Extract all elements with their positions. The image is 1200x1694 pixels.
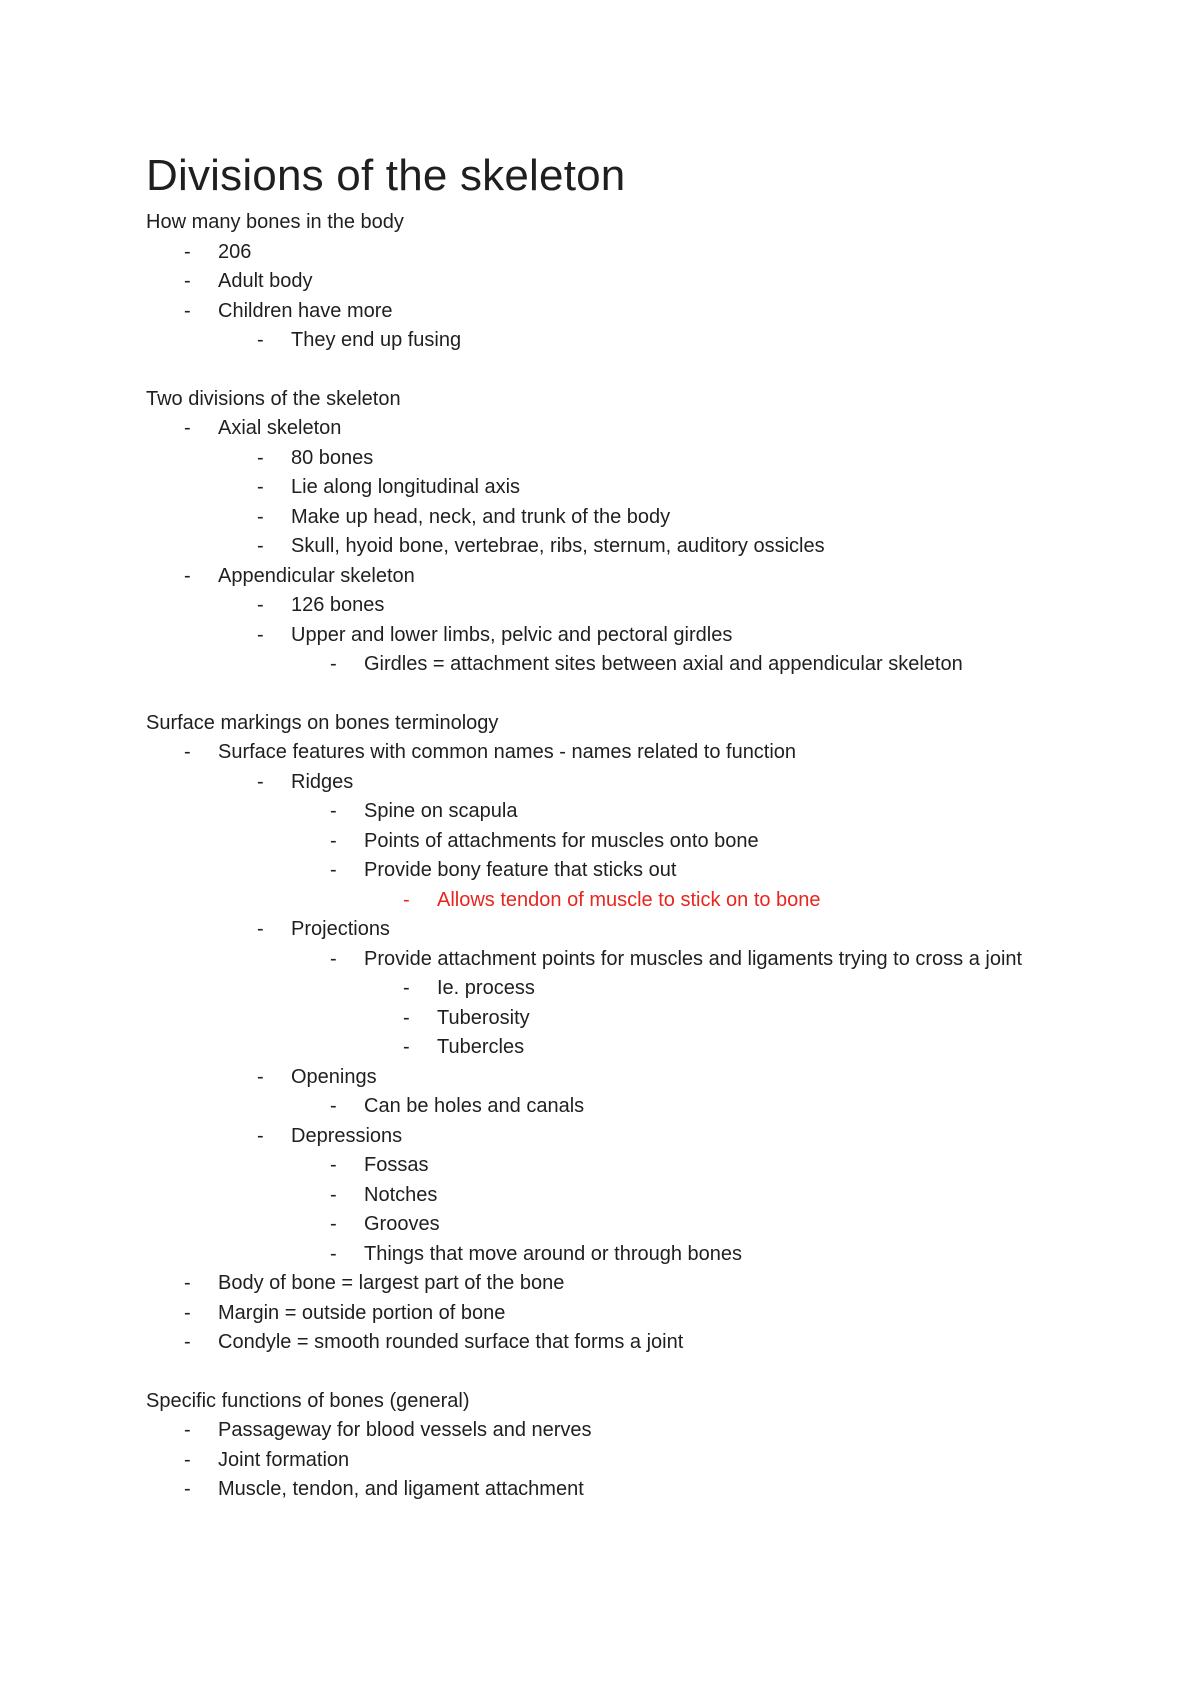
list-item	[219, 591, 1086, 621]
list-item	[292, 1151, 1086, 1181]
dash-bullet-icon: -	[330, 1095, 337, 1117]
list-item-text: 80 bones	[291, 446, 374, 469]
list-item	[146, 1475, 1086, 1505]
list-item	[146, 238, 1086, 268]
list-item-text: Body of bone = largest part of the bone	[218, 1272, 565, 1294]
dash-bullet-icon: -	[184, 1272, 191, 1294]
list-item	[219, 915, 1086, 945]
list-item	[219, 473, 1086, 503]
dash-bullet-icon: -	[184, 1331, 191, 1353]
list-item	[146, 414, 1086, 444]
dash-bullet-icon: -	[184, 299, 191, 322]
list-item	[292, 1240, 1086, 1270]
list-item-text: Condyle = smooth rounded surface that forms a joint	[218, 1331, 684, 1353]
list-item-text: Allows tendon of muscle to stick on to bone	[437, 888, 821, 911]
list-item-text: Skull, hyoid bone, vertebrae, ribs, sternum, auditory ossicles	[291, 535, 825, 557]
list-item	[146, 1269, 1086, 1299]
list-item	[146, 1416, 1086, 1446]
section-heading: Two divisions of the skeleton	[146, 387, 401, 410]
list-item-text: Tubercles	[437, 1036, 525, 1058]
dash-bullet-icon: -	[257, 505, 264, 528]
list-item	[292, 650, 1086, 680]
dash-bullet-icon: -	[330, 1242, 337, 1265]
list-item	[219, 621, 1086, 651]
dash-bullet-icon: -	[403, 888, 410, 911]
list-item	[219, 326, 1086, 356]
list-item-text: Can be holes and canals	[364, 1095, 585, 1117]
dash-bullet-icon: -	[330, 859, 337, 881]
dash-bullet-icon: -	[184, 1419, 191, 1441]
page-title: Divisions of the skeleton	[146, 151, 626, 200]
list-item	[292, 1181, 1086, 1211]
dash-bullet-icon: -	[257, 623, 264, 646]
list-item-text: Passageway for blood vessels and nerves	[218, 1419, 592, 1441]
list-item	[219, 1063, 1086, 1093]
dash-bullet-icon: -	[257, 770, 264, 793]
list-item	[146, 297, 1086, 327]
list-item	[292, 1210, 1086, 1240]
list-item-text: Margin = outside portion of bone	[218, 1301, 506, 1324]
list-item	[146, 267, 1086, 297]
list-item-text: Fossas	[364, 1154, 429, 1176]
list-item-text: Notches	[364, 1183, 438, 1206]
dash-bullet-icon: -	[257, 594, 264, 616]
dash-bullet-icon: -	[257, 1124, 264, 1147]
list-item	[365, 886, 1086, 916]
dash-bullet-icon: -	[257, 329, 264, 351]
dash-bullet-icon: -	[330, 1213, 337, 1235]
list-item	[219, 444, 1086, 474]
list-item-text: Points of attachments for muscles onto bone	[364, 829, 759, 852]
list-item-text: Muscle, tendon, and ligament attachment	[218, 1478, 584, 1500]
dash-bullet-icon: -	[403, 1006, 410, 1029]
list-item	[146, 562, 1086, 592]
list-item-text: They end up fusing	[291, 329, 462, 351]
dash-bullet-icon: -	[184, 1301, 191, 1324]
dash-bullet-icon: -	[184, 1448, 191, 1471]
list-item-text: Things that move around or through bones	[364, 1242, 743, 1265]
list-item-text: Projections	[291, 918, 390, 940]
list-item-text: Spine on scapula	[364, 800, 518, 822]
list-item-text: Ie. process	[437, 977, 535, 999]
section-heading: Specific functions of bones (general)	[146, 1389, 470, 1412]
section	[146, 709, 1086, 1358]
list-item	[292, 797, 1086, 827]
dash-bullet-icon: -	[330, 800, 337, 822]
list-item	[219, 768, 1086, 798]
list-item	[365, 1033, 1086, 1063]
list-item	[292, 945, 1086, 975]
dash-bullet-icon: -	[257, 918, 264, 940]
section	[146, 208, 1086, 356]
list-item-text: Provide attachment points for muscles and ligaments trying to cross a joint	[364, 947, 1023, 970]
bullet-list	[146, 238, 1086, 356]
list-item-text: Tuberosity	[437, 1006, 530, 1029]
dash-bullet-icon: -	[257, 1065, 264, 1088]
list-item-text: Appendicular skeleton	[218, 564, 415, 587]
list-item-text: Upper and lower limbs, pelvic and pectoral girdles	[291, 623, 733, 646]
list-item	[365, 1004, 1086, 1034]
list-item-text: 126 bones	[291, 594, 385, 616]
section-heading: How many bones in the body	[146, 211, 404, 233]
section-heading: Surface markings on bones terminology	[146, 711, 499, 734]
dash-bullet-icon: -	[403, 977, 410, 999]
dash-bullet-icon: -	[184, 741, 191, 763]
dash-bullet-icon: -	[330, 1154, 337, 1176]
list-item	[292, 856, 1086, 886]
dash-bullet-icon: -	[330, 653, 337, 675]
dash-bullet-icon: -	[403, 1036, 410, 1058]
list-item-text: 206	[218, 240, 252, 263]
dash-bullet-icon: -	[257, 476, 264, 498]
list-item	[219, 1122, 1086, 1152]
list-item-text: Lie along longitudinal axis	[291, 476, 521, 498]
list-item	[365, 974, 1086, 1004]
list-item-text: Make up head, neck, and trunk of the body	[291, 505, 671, 528]
list-item-text: Depressions	[291, 1124, 403, 1147]
list-item-text: Adult body	[218, 270, 313, 292]
list-item-text: Provide bony feature that sticks out	[364, 859, 677, 881]
list-item	[146, 1446, 1086, 1476]
list-item-text: Grooves	[364, 1213, 440, 1235]
list-item-text: Children have more	[218, 299, 393, 322]
list-item-text: Surface features with common names - names related to function	[218, 741, 797, 763]
list-item	[146, 738, 1086, 768]
dash-bullet-icon: -	[184, 1478, 191, 1500]
dash-bullet-icon: -	[184, 270, 191, 292]
dash-bullet-icon: -	[330, 1183, 337, 1206]
list-item	[292, 827, 1086, 857]
list-item-text: Openings	[291, 1065, 377, 1088]
dash-bullet-icon: -	[257, 535, 264, 557]
dash-bullet-icon: -	[257, 446, 264, 469]
list-item	[292, 1092, 1086, 1122]
bullet-list	[146, 738, 1086, 1358]
bullet-list	[146, 1416, 1086, 1505]
dash-bullet-icon: -	[184, 417, 191, 439]
document-body	[146, 208, 1086, 1505]
section	[146, 385, 1086, 680]
dash-bullet-icon: -	[184, 564, 191, 587]
list-item	[146, 1299, 1086, 1329]
section	[146, 1387, 1086, 1505]
list-item-text: Joint formation	[218, 1448, 350, 1471]
list-item-text: Axial skeleton	[218, 417, 342, 439]
dash-bullet-icon: -	[184, 240, 191, 263]
list-item	[219, 532, 1086, 562]
list-item	[219, 503, 1086, 533]
dash-bullet-icon: -	[330, 947, 337, 970]
list-item-text: Girdles = attachment sites between axial and appendicular skeleton	[364, 653, 963, 675]
list-item	[146, 1328, 1086, 1358]
document-page	[146, 150, 1086, 1505]
bullet-list	[146, 414, 1086, 680]
list-item-text: Ridges	[291, 770, 354, 793]
dash-bullet-icon: -	[330, 829, 337, 852]
